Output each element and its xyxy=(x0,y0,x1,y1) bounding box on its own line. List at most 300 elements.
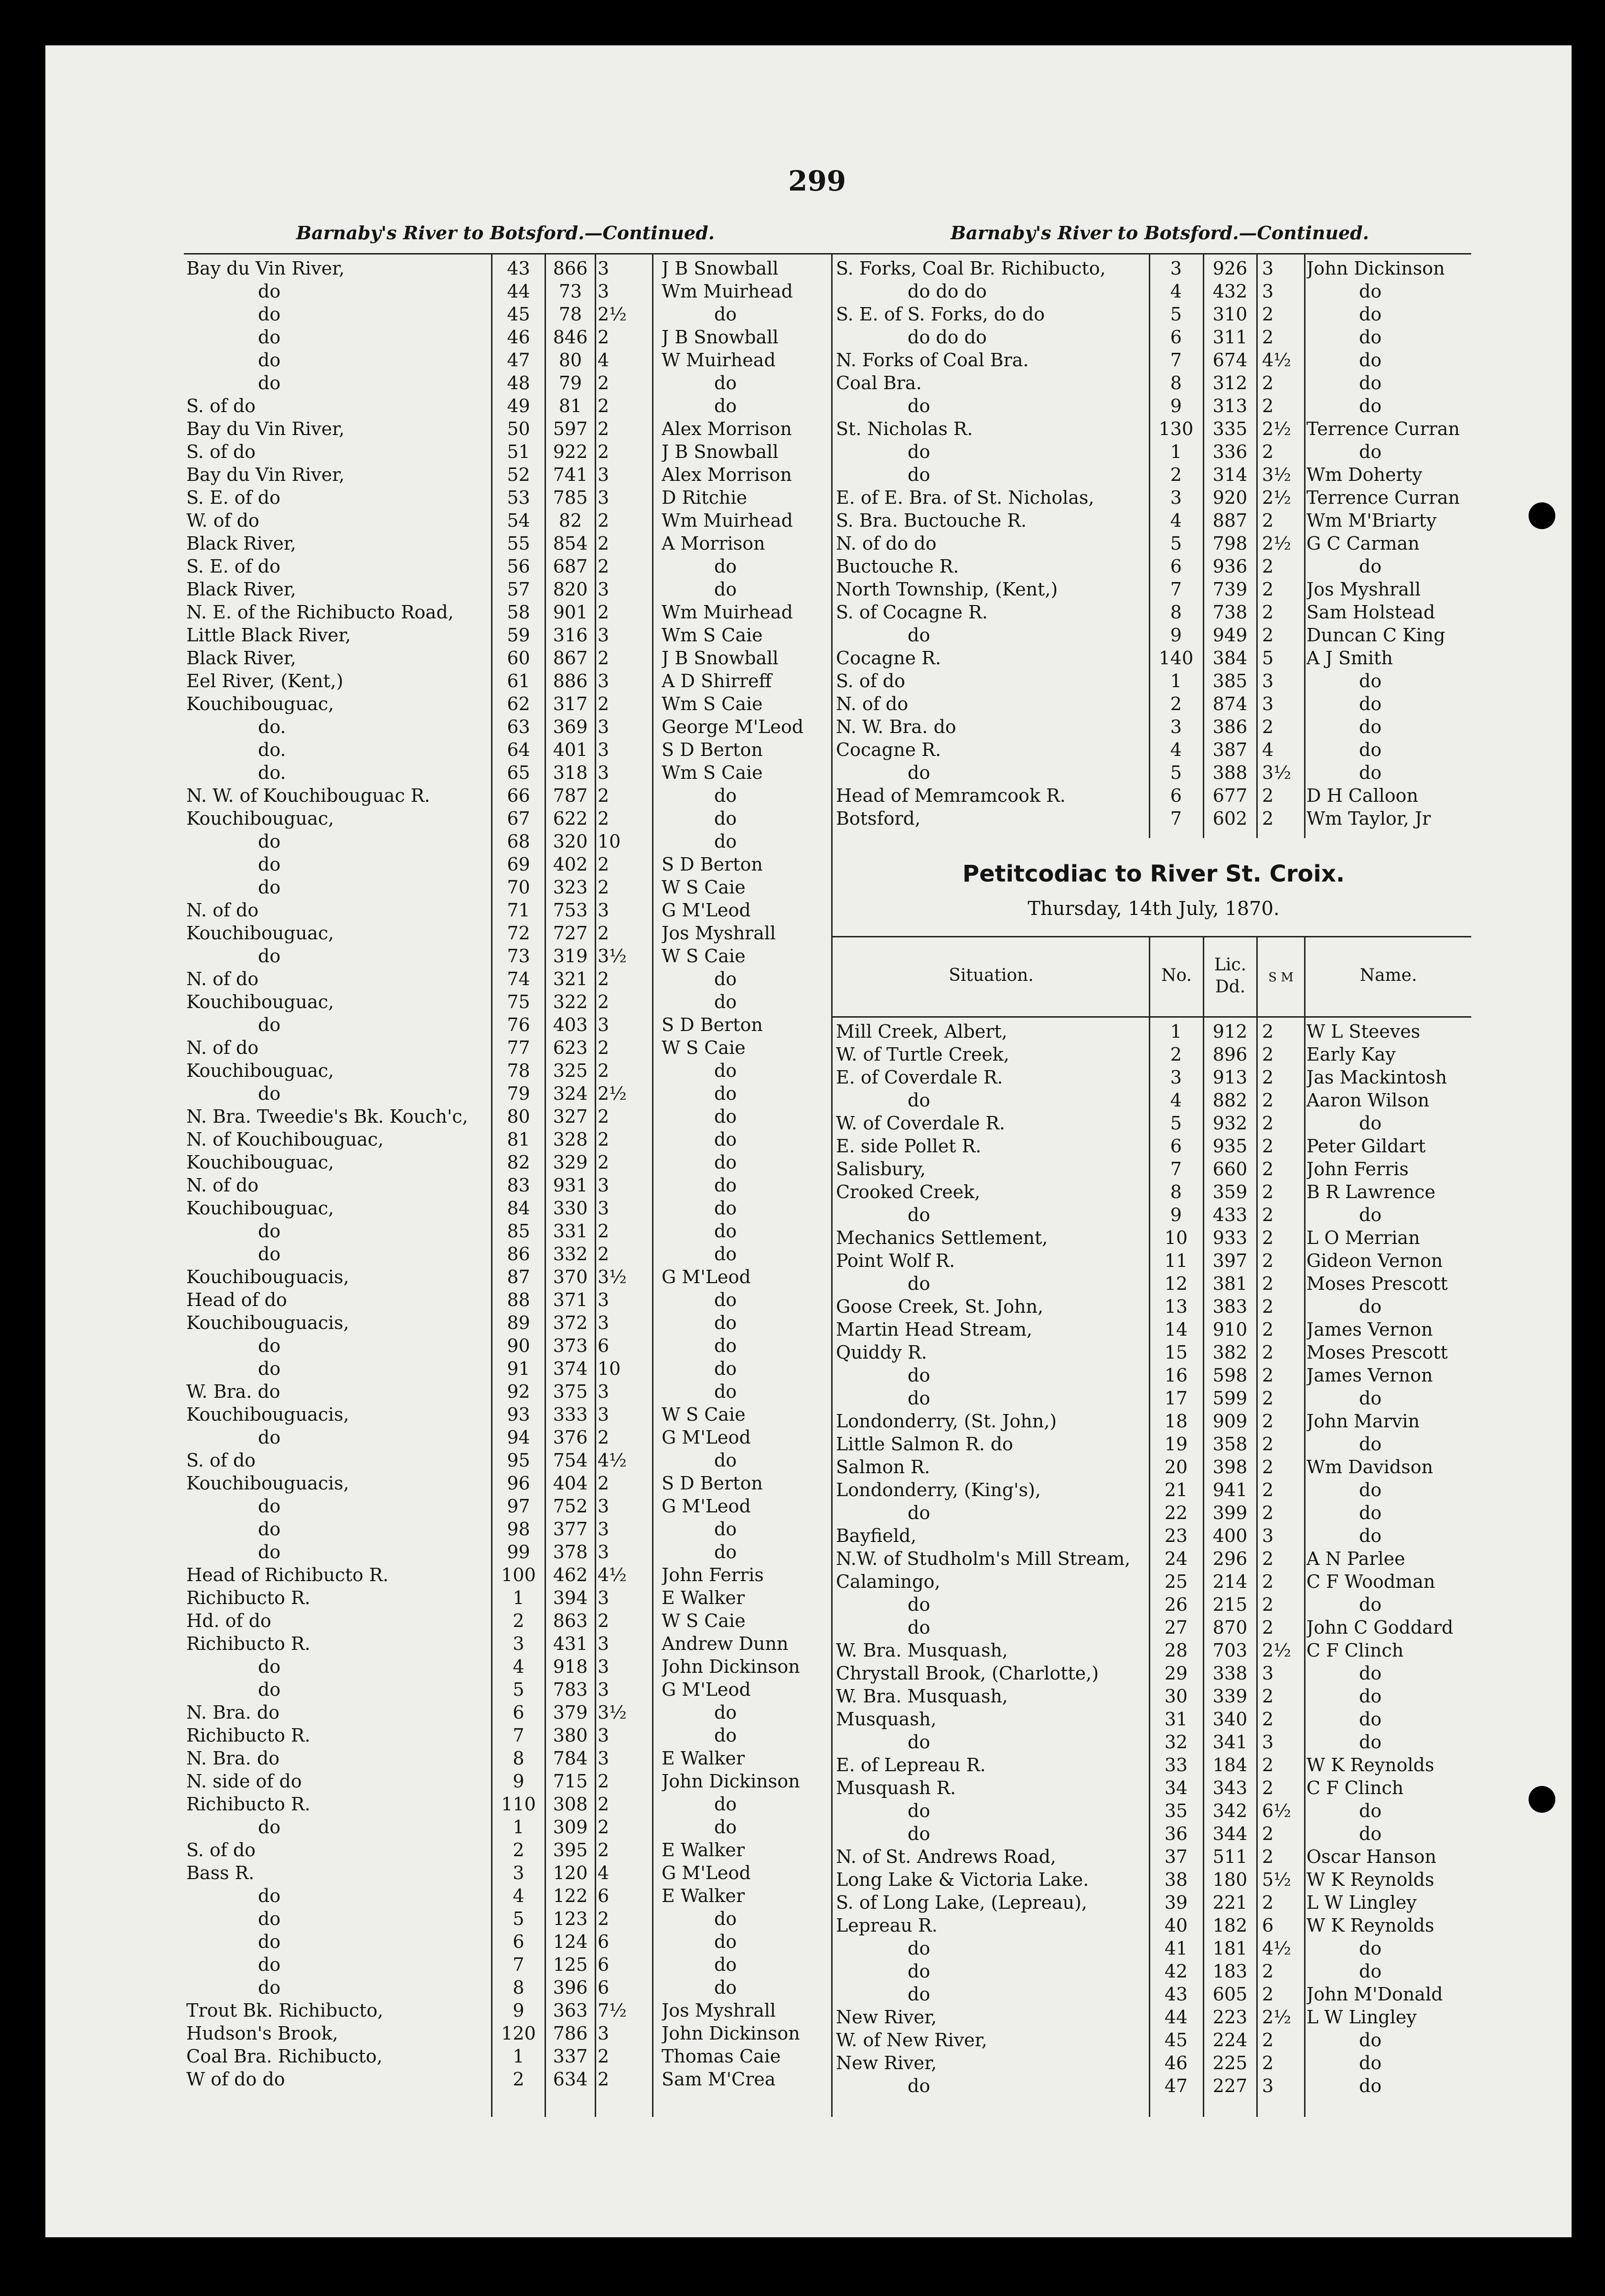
table-row xyxy=(184,1334,831,1357)
header-sm: S M xyxy=(1268,970,1294,985)
table-row xyxy=(184,692,831,715)
table-row xyxy=(831,2029,1471,2052)
cell-name: do xyxy=(1359,2030,1382,2051)
cell-square-miles: 2 xyxy=(1262,1388,1274,1409)
section-header-bottom-rule xyxy=(831,1016,1471,1018)
cell-licence: 918 xyxy=(553,1656,588,1677)
cell-name: Alex Morrison xyxy=(662,464,792,485)
cell-name: do xyxy=(1359,304,1382,325)
table-row xyxy=(184,303,831,326)
cell-licence: 886 xyxy=(553,670,588,691)
cell-situation: do xyxy=(908,1732,931,1753)
cell-square-miles: 3 xyxy=(598,625,610,646)
cell-square-miles: 2 xyxy=(598,854,610,875)
cell-situation: Kouchibouguac, xyxy=(186,991,334,1012)
cell-situation: do xyxy=(258,1541,281,1563)
cell-situation: Kouchibouguacis, xyxy=(186,1404,349,1425)
cell-name: Wm S Caie xyxy=(662,762,763,783)
cell-number: 96 xyxy=(507,1473,530,1494)
cell-number: 12 xyxy=(1164,1273,1188,1294)
cell-situation: N. of do xyxy=(836,693,909,714)
cell-name: do xyxy=(1359,395,1382,416)
cell-licence: 331 xyxy=(553,1221,588,1242)
cell-number: 5 xyxy=(1170,533,1182,554)
cell-number: 98 xyxy=(507,1519,530,1540)
cell-name: do xyxy=(1359,372,1382,393)
cell-number: 32 xyxy=(1164,1732,1188,1753)
cell-square-miles: 2 xyxy=(1262,1709,1274,1730)
cell-situation: Mill Creek, Albert, xyxy=(836,1021,1007,1042)
cell-licence: 602 xyxy=(1212,808,1248,829)
cell-licence: 687 xyxy=(553,556,588,577)
cell-name: W S Caie xyxy=(662,946,746,967)
cell-square-miles: 2 xyxy=(1262,1250,1274,1271)
cell-name: C F Clinch xyxy=(1306,1640,1404,1661)
cell-name: do xyxy=(1359,1709,1382,1730)
cell-name: do xyxy=(714,1244,737,1265)
table-row xyxy=(184,1976,831,1999)
cell-situation: Richibucto R. xyxy=(186,1725,310,1746)
cell-situation: S. of do xyxy=(186,1450,256,1471)
cell-name: do xyxy=(1359,1388,1382,1409)
cell-square-miles: 10 xyxy=(598,1358,621,1379)
cell-licence: 336 xyxy=(1212,441,1248,462)
cell-name: do xyxy=(1359,1823,1382,1844)
cell-situation: Salmon R. xyxy=(836,1456,930,1478)
cell-number: 67 xyxy=(507,808,530,829)
cell-situation: do do do xyxy=(908,327,987,348)
cell-number: 48 xyxy=(507,372,530,393)
cell-square-miles: 2 xyxy=(1262,1434,1274,1455)
cell-licence: 388 xyxy=(1212,762,1248,783)
cell-square-miles: 2 xyxy=(598,1037,610,1058)
cell-number: 49 xyxy=(507,395,530,416)
cell-licence: 402 xyxy=(553,854,588,875)
cell-number: 42 xyxy=(1164,1961,1188,1982)
cell-licence: 372 xyxy=(553,1312,588,1333)
cell-number: 140 xyxy=(1158,648,1194,669)
cell-name: L W Lingley xyxy=(1306,1892,1417,1913)
cell-situation: Bay du Vin River, xyxy=(186,258,345,279)
cell-square-miles: 2½ xyxy=(598,304,627,325)
table-row xyxy=(831,715,1471,738)
cell-situation: S. of do xyxy=(836,670,906,691)
table-row xyxy=(831,1731,1471,1754)
cell-situation: do xyxy=(908,1594,931,1615)
cell-situation: do xyxy=(258,1358,281,1379)
cell-number: 3 xyxy=(1170,258,1182,279)
cell-situation: W. Bra. Musquash, xyxy=(836,1640,1008,1661)
cell-licence: 215 xyxy=(1212,1594,1248,1615)
table-row xyxy=(184,1586,831,1609)
cell-square-miles: 3 xyxy=(598,1198,610,1219)
cell-number: 93 xyxy=(507,1404,530,1425)
cell-situation: do xyxy=(908,1800,931,1821)
cell-number: 85 xyxy=(507,1221,530,1242)
cell-square-miles: 6½ xyxy=(1262,1800,1292,1821)
cell-situation: N. of do xyxy=(186,1037,259,1058)
table-row xyxy=(831,1410,1471,1433)
cell-name: E Walker xyxy=(662,1885,745,1906)
cell-situation: Kouchibouguac, xyxy=(186,1060,334,1081)
cell-number: 3 xyxy=(513,1633,524,1654)
table-row xyxy=(831,1433,1471,1456)
cell-situation: Little Black River, xyxy=(186,625,351,646)
cell-name: W K Reynolds xyxy=(1306,1915,1434,1936)
cell-square-miles: 2 xyxy=(1262,1181,1274,1202)
table-row xyxy=(831,349,1471,372)
cell-licence: 936 xyxy=(1212,556,1248,577)
cell-situation: N. of do xyxy=(186,1175,259,1196)
table-row xyxy=(184,2045,831,2068)
cell-situation: W. of New River, xyxy=(836,2030,987,2051)
cell-licence: 339 xyxy=(1212,1686,1248,1707)
cell-situation: Coal Bra. Richibucto, xyxy=(186,2046,383,2067)
table-row xyxy=(831,1708,1471,1731)
cell-square-miles: 3 xyxy=(598,464,610,485)
cell-square-miles: 3 xyxy=(598,258,610,279)
cell-square-miles: 2 xyxy=(598,556,610,577)
cell-name: Jas Mackintosh xyxy=(1306,1067,1447,1088)
table-row xyxy=(831,1891,1471,1914)
cell-square-miles: 2 xyxy=(1262,1961,1274,1982)
cell-licence: 358 xyxy=(1212,1434,1248,1455)
cell-licence: 401 xyxy=(553,739,588,760)
table-row xyxy=(831,326,1471,349)
header-dd: Dd. xyxy=(1215,977,1246,997)
cell-number: 81 xyxy=(507,1129,530,1150)
right-top-table xyxy=(831,257,1471,830)
table-row xyxy=(831,807,1471,830)
cell-licence: 896 xyxy=(1212,1044,1248,1065)
table-row xyxy=(184,257,831,280)
table-row xyxy=(831,738,1471,761)
cell-situation: Kouchibouguac, xyxy=(186,1198,334,1219)
cell-number: 36 xyxy=(1164,1823,1188,1844)
cell-name: E Walker xyxy=(662,1839,745,1860)
left-top-rule xyxy=(184,253,831,255)
cell-situation: E. side Pollet R. xyxy=(836,1136,982,1157)
cell-situation: do xyxy=(258,350,281,371)
cell-square-miles: 2 xyxy=(598,648,610,669)
cell-licence: 312 xyxy=(1212,372,1248,393)
cell-name: do xyxy=(1359,327,1382,348)
cell-licence: 383 xyxy=(1212,1296,1248,1317)
table-row xyxy=(831,1478,1471,1501)
cell-licence: 752 xyxy=(553,1496,588,1517)
cell-licence: 398 xyxy=(1212,1456,1248,1478)
cell-number: 17 xyxy=(1164,1388,1188,1409)
cell-licence: 335 xyxy=(1212,418,1248,439)
cell-name: A D Shirreff xyxy=(662,670,772,691)
cell-name: do xyxy=(1359,556,1382,577)
cell-situation: W. Bra. Musquash, xyxy=(836,1686,1008,1707)
cell-situation: Coal Bra. xyxy=(836,372,922,393)
cell-licence: 783 xyxy=(553,1679,588,1700)
table-row xyxy=(184,1747,831,1770)
cell-situation: N. E. of the Richibucto Road, xyxy=(186,602,454,623)
cell-number: 76 xyxy=(507,1014,530,1035)
cell-number: 23 xyxy=(1164,1525,1188,1546)
cell-number: 45 xyxy=(1164,2030,1188,2051)
cell-licence: 327 xyxy=(553,1106,588,1127)
cell-number: 47 xyxy=(507,350,530,371)
cell-licence: 462 xyxy=(553,1564,588,1585)
cell-number: 9 xyxy=(1170,625,1182,646)
table-row xyxy=(831,2074,1471,2097)
cell-square-miles: 2 xyxy=(598,877,610,898)
cell-situation: do xyxy=(258,946,281,967)
cell-situation: do xyxy=(908,762,931,783)
cell-square-miles: 2 xyxy=(598,602,610,623)
cell-licence: 785 xyxy=(553,487,588,508)
table-row xyxy=(184,486,831,509)
cell-licence: 329 xyxy=(553,1152,588,1173)
cell-situation: Chrystall Brook, (Charlotte,) xyxy=(836,1663,1099,1684)
table-row xyxy=(831,1158,1471,1180)
cell-licence: 949 xyxy=(1212,625,1248,646)
cell-name: do xyxy=(1359,1525,1382,1546)
cell-situation: Black River, xyxy=(186,648,296,669)
cell-name: Thomas Caie xyxy=(662,2046,781,2067)
cell-number: 66 xyxy=(507,785,530,806)
cell-name: do xyxy=(714,1083,737,1104)
cell-square-miles: 2 xyxy=(598,968,610,989)
cell-number: 26 xyxy=(1164,1594,1188,1615)
cell-square-miles: 2 xyxy=(598,2069,610,2090)
cell-square-miles: 2 xyxy=(1262,1479,1274,1500)
cell-situation: N.W. of Studholm's Mill Stream, xyxy=(836,1548,1131,1569)
cell-name: John Dickinson xyxy=(662,2023,800,2044)
cell-licence: 308 xyxy=(553,1794,588,1815)
cell-number: 5 xyxy=(1170,1113,1182,1134)
cell-name: do xyxy=(1359,1113,1382,1134)
table-row xyxy=(831,1226,1471,1249)
cell-number: 53 xyxy=(507,487,530,508)
cell-licence: 311 xyxy=(1212,327,1248,348)
cell-square-miles: 2 xyxy=(598,785,610,806)
cell-square-miles: 4½ xyxy=(598,1450,627,1471)
cell-licence: 325 xyxy=(553,1060,588,1081)
cell-square-miles: 2½ xyxy=(1262,418,1292,439)
cell-situation: E. of Coverdale R. xyxy=(836,1067,1003,1088)
cell-name: Wm Taylor, Jr xyxy=(1306,808,1431,829)
cell-square-miles: 6 xyxy=(598,1885,610,1906)
cell-licence: 597 xyxy=(553,418,588,439)
cell-licence: 386 xyxy=(1212,716,1248,737)
cell-square-miles: 2 xyxy=(598,533,610,554)
cell-number: 15 xyxy=(1164,1342,1188,1363)
cell-name: do xyxy=(714,1358,737,1379)
cell-licence: 674 xyxy=(1212,350,1248,371)
cell-square-miles: 4½ xyxy=(1262,350,1292,371)
cell-situation: S. Bra. Buctouche R. xyxy=(836,510,1027,531)
cell-number: 52 xyxy=(507,464,530,485)
cell-licence: 324 xyxy=(553,1083,588,1104)
cell-square-miles: 3 xyxy=(598,1725,610,1746)
cell-situation: do xyxy=(908,1273,931,1294)
cell-situation: S. E. of do xyxy=(186,556,280,577)
cell-name: Wm M'Briarty xyxy=(1306,510,1437,531)
cell-number: 90 xyxy=(507,1335,530,1356)
cell-name: A J Smith xyxy=(1306,648,1393,669)
cell-name: do xyxy=(1359,1594,1382,1615)
cell-square-miles: 2 xyxy=(598,418,610,439)
cell-square-miles: 3½ xyxy=(1262,464,1292,485)
cell-number: 44 xyxy=(507,281,530,302)
table-row xyxy=(184,1724,831,1747)
cell-licence: 73 xyxy=(558,281,582,302)
cell-name: Terrence Curran xyxy=(1306,487,1460,508)
cell-number: 3 xyxy=(1170,487,1182,508)
cell-name: W S Caie xyxy=(662,1404,746,1425)
cell-licence: 184 xyxy=(1212,1754,1248,1775)
cell-number: 35 xyxy=(1164,1800,1188,1821)
cell-name: W S Caie xyxy=(662,1037,746,1058)
cell-situation: Point Wolf R. xyxy=(836,1250,955,1271)
cell-number: 1 xyxy=(513,1817,524,1838)
cell-name: do xyxy=(714,1817,737,1838)
cell-name: Wm Muirhead xyxy=(662,602,793,623)
page-number: 299 xyxy=(788,165,846,197)
cell-square-miles: 2 xyxy=(598,1908,610,1929)
cell-situation: Kouchibouguac, xyxy=(186,1152,334,1173)
table-row xyxy=(831,372,1471,394)
cell-square-miles: 2 xyxy=(1262,556,1274,577)
table-row xyxy=(184,601,831,624)
cell-name: do xyxy=(714,1335,737,1356)
cell-number: 95 xyxy=(507,1450,530,1471)
cell-square-miles: 3 xyxy=(598,670,610,691)
table-row xyxy=(184,532,831,555)
cell-number: 77 xyxy=(507,1037,530,1058)
cell-licence: 787 xyxy=(553,785,588,806)
cell-square-miles: 2 xyxy=(1262,1411,1274,1432)
table-row xyxy=(831,1364,1471,1387)
table-row xyxy=(831,417,1471,440)
cell-number: 9 xyxy=(1170,1204,1182,1225)
cell-situation: S. E. of do xyxy=(186,487,280,508)
cell-licence: 371 xyxy=(553,1289,588,1310)
cell-situation: Londonderry, (St. John,) xyxy=(836,1411,1057,1432)
cell-number: 27 xyxy=(1164,1617,1188,1638)
table-row xyxy=(831,1616,1471,1639)
table-row xyxy=(831,1089,1471,1112)
cell-number: 2 xyxy=(513,1610,524,1631)
cell-name: do xyxy=(714,579,737,600)
cell-number: 20 xyxy=(1164,1456,1188,1478)
table-row xyxy=(184,1036,831,1059)
cell-square-miles: 2 xyxy=(1262,1571,1274,1592)
table-row xyxy=(184,1151,831,1174)
cell-licence: 598 xyxy=(1212,1365,1248,1386)
table-row xyxy=(184,2022,831,2045)
cell-licence: 854 xyxy=(553,533,588,554)
cell-square-miles: 3 xyxy=(598,1656,610,1677)
table-row xyxy=(184,1999,831,2022)
cell-name: L O Merrian xyxy=(1306,1227,1420,1248)
cell-square-miles: 2 xyxy=(1262,808,1274,829)
cell-name: do xyxy=(1359,1434,1382,1455)
cell-situation: S. of Long Lake, (Lepreau), xyxy=(836,1892,1087,1913)
cell-number: 55 xyxy=(507,533,530,554)
cell-licence: 738 xyxy=(1212,602,1248,623)
table-row xyxy=(184,372,831,394)
cell-situation: Little Salmon R. do xyxy=(836,1434,1013,1455)
cell-number: 88 xyxy=(507,1289,530,1310)
cell-licence: 323 xyxy=(553,877,588,898)
cell-licence: 404 xyxy=(553,1473,588,1494)
cell-licence: 397 xyxy=(1212,1250,1248,1271)
cell-situation: Richibucto R. xyxy=(186,1633,310,1654)
cell-number: 61 xyxy=(507,670,530,691)
cell-name: do xyxy=(1359,1479,1382,1500)
cell-name: A N Parlee xyxy=(1306,1548,1405,1569)
table-row xyxy=(184,280,831,303)
cell-licence: 866 xyxy=(553,258,588,279)
cell-number: 110 xyxy=(501,1794,536,1815)
cell-name: G M'Leod xyxy=(662,900,751,921)
cell-number: 6 xyxy=(1170,556,1182,577)
cell-square-miles: 2 xyxy=(1262,1892,1274,1913)
cell-square-miles: 2 xyxy=(1262,1754,1274,1775)
cell-licence: 310 xyxy=(1212,304,1248,325)
cell-name: J B Snowball xyxy=(662,648,779,669)
cell-name: Oscar Hanson xyxy=(1306,1846,1436,1867)
cell-number: 72 xyxy=(507,923,530,944)
table-row xyxy=(184,1839,831,1861)
cell-name: W L Steeves xyxy=(1306,1021,1421,1042)
cell-name: do xyxy=(1359,1663,1382,1684)
cell-situation: do xyxy=(908,464,931,485)
cell-square-miles: 2 xyxy=(598,510,610,531)
cell-situation: do xyxy=(258,1014,281,1035)
cell-licence: 634 xyxy=(553,2069,588,2090)
left-column-heading: Barnaby's River to Botsford.—Continued. xyxy=(296,222,715,244)
cell-number: 45 xyxy=(507,304,530,325)
cell-number: 87 xyxy=(507,1266,530,1287)
cell-square-miles: 4 xyxy=(598,350,610,371)
table-row xyxy=(184,1816,831,1839)
cell-licence: 338 xyxy=(1212,1663,1248,1684)
table-row xyxy=(831,1983,1471,2006)
cell-number: 5 xyxy=(1170,304,1182,325)
cell-situation: Eel River, (Kent,) xyxy=(186,670,343,691)
cell-number: 1 xyxy=(513,2046,524,2067)
cell-square-miles: 5½ xyxy=(1262,1869,1292,1890)
cell-licence: 887 xyxy=(1212,510,1248,531)
cell-situation: do xyxy=(258,1519,281,1540)
table-row xyxy=(184,1884,831,1907)
table-row xyxy=(831,1799,1471,1822)
cell-number: 2 xyxy=(1170,693,1182,714)
cell-square-miles: 2 xyxy=(1262,1021,1274,1042)
table-row xyxy=(831,1547,1471,1570)
table-row xyxy=(831,509,1471,532)
table-row xyxy=(184,624,831,647)
cell-situation: do do do xyxy=(908,281,987,302)
cell-licence: 180 xyxy=(1212,1869,1248,1890)
cell-square-miles: 3 xyxy=(1262,258,1274,279)
cell-name: do xyxy=(714,1152,737,1173)
cell-number: 69 xyxy=(507,854,530,875)
cell-square-miles: 3 xyxy=(598,716,610,737)
cell-number: 34 xyxy=(1164,1777,1188,1798)
cell-number: 2 xyxy=(513,1839,524,1860)
cell-name: Sam M'Crea xyxy=(662,2069,776,2090)
cell-square-miles: 2 xyxy=(598,991,610,1012)
cell-situation: Calamingo, xyxy=(836,1571,941,1592)
